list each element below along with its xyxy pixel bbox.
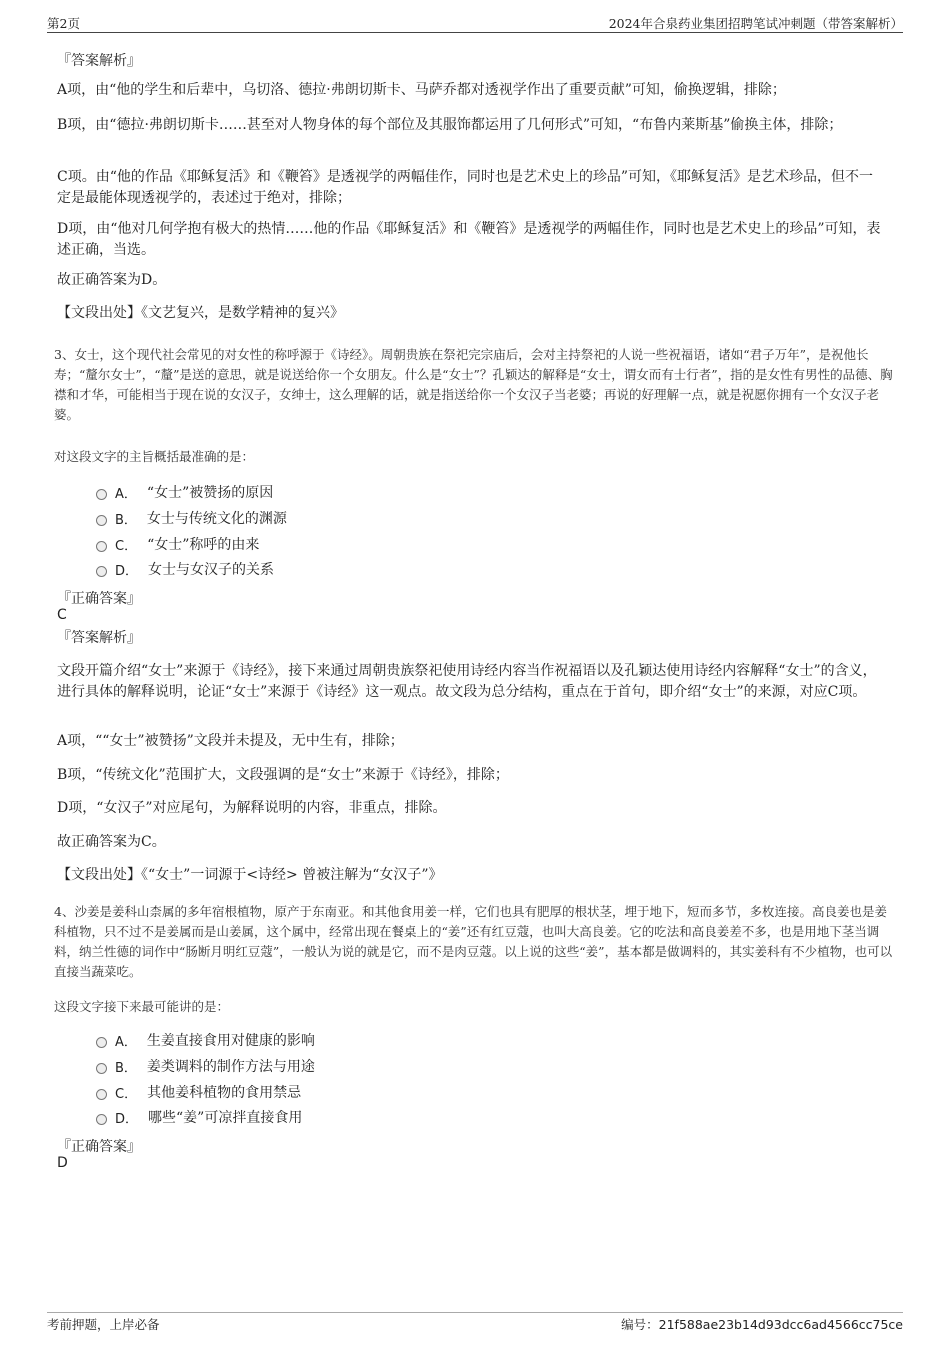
- radio-icon[interactable]: [96, 515, 107, 526]
- question-3-text: 3、女士，这个现代社会常见的对女性的称呼源于《诗经》。周朝贵族在祭祀完宗庙后，会对主持祭祀的人说一些祝福语，诸如“君子万年”，是祝他长寿；“釐尔女士”，“釐”是送的意思，就是说送给你一个女朋友。什么是“女士”？孔颖达的解释是“女士，谓女而有士行者”，指的是女性有男性的品德、胸襟和才华，可能相当于现在说的女汉子，女绅士，这么理解的话，就是指送给你一个女汉子当老婆；再说的好理解一点，就是祝愿你拥有一个女汉子老婆。: [54, 347, 893, 422]
- q3-analysis-a: A项，““女士”被赞扬”文段并未提及，无中生有，排除；: [57, 733, 404, 749]
- q3-analysis-main: 文段开篇介绍“女士”来源于《诗经》，接下来通过周朝贵族祭祀使用诗经内容当作祝福语以及孔颖达使用诗经内容解释“女士”的含义，进行具体的解释说明，论证“女士”来源于《诗经》这一观点。故文段为总分结构，重点在于首句，即介绍“女士”的来源，对应C项。: [57, 663, 877, 700]
- source-tag: 【文段出处】: [57, 305, 141, 321]
- radio-icon[interactable]: [96, 489, 107, 500]
- radio-icon[interactable]: [96, 566, 107, 577]
- q4-option-b[interactable]: B． 姜类调料的制作方法与用途: [96, 1056, 315, 1076]
- serial-number: 编号：21f588ae23b14d93dcc6ad4566cc75ce: [621, 1317, 903, 1332]
- q4-option-a[interactable]: A． 生姜直接食用对健康的影响: [96, 1030, 315, 1050]
- radio-icon[interactable]: [96, 541, 107, 552]
- page-footer: [47, 1312, 903, 1332]
- source-line: [57, 303, 344, 324]
- q3-option-a[interactable]: A． “女士”被赞扬的原因: [96, 482, 273, 502]
- page-header: [47, 14, 903, 33]
- q3-option-b[interactable]: B． 女士与传统文化的渊源: [96, 508, 287, 528]
- analysis-line-a: A项，由“他的学生和后辈中，乌切洛、德拉·弗朗切斯卡、马萨乔都对透视学作出了重要贡献”可知，偷换逻辑，排除；: [57, 82, 786, 98]
- q3-answer: C: [57, 607, 67, 623]
- radio-icon[interactable]: [96, 1089, 107, 1100]
- source-tag: 【文段出处】: [57, 867, 141, 883]
- q3-conclusion: 故正确答案为C。: [57, 834, 166, 850]
- q3-analysis-b: B项，“传统文化”范围扩大，文段强调的是“女士”来源于《诗经》，排除；: [57, 767, 509, 783]
- source-title: 《文艺复兴，是数学精神的复兴》: [141, 305, 344, 321]
- source-title: 《“女士”一词源于<诗经> 曾被注解为“女汉子”》: [141, 867, 443, 883]
- q4-answer: D: [57, 1155, 68, 1171]
- q3-analysis-label: 『答案解析』: [57, 630, 141, 646]
- q3-analysis-d: D项，“女汉子”对应尾句，为解释说明的内容，非重点，排除。: [57, 800, 447, 816]
- question-4-prompt: 这段文字接下来最可能讲的是：: [54, 999, 230, 1014]
- page-number: 第2页: [47, 16, 80, 31]
- document-title: 2024年合泉药业集团招聘笔试冲刺题（带答案解析）: [608, 16, 903, 31]
- analysis-line-d: D项，由“他对几何学抱有极大的热情……他的作品《耶稣复活》和《鞭笞》是透视学的两幅佳作，同时也是艺术史上的珍品”可知，表述正确，当选。: [57, 221, 881, 258]
- q4-option-c[interactable]: C． 其他姜科植物的食用禁忌: [96, 1082, 301, 1102]
- q3-answer-label: 『正确答案』: [57, 591, 141, 607]
- q3-source-line: [57, 865, 443, 886]
- footer-slogan: 考前押题，上岸必备: [47, 1317, 160, 1332]
- question-3-prompt: 对这段文字的主旨概括最准确的是：: [54, 449, 255, 464]
- radio-icon[interactable]: [96, 1114, 107, 1125]
- q3-option-c[interactable]: C． “女士”称呼的由来: [96, 534, 259, 554]
- radio-icon[interactable]: [96, 1063, 107, 1074]
- q3-option-d[interactable]: D． 女士与女汉子的关系: [96, 559, 274, 579]
- analysis-label: 『答案解析』: [57, 53, 141, 69]
- question-4-text: 4、沙姜是姜科山柰属的多年宿根植物，原产于东南亚。和其他食用姜一样，它们也具有肥厚的根状茎，埋于地下，短而多节，多枚连接。高良姜也是姜科植物，只不过不是姜属而是山姜属，这个属中，经常出现在餐桌上的“姜”还有红豆蔻，也叫大高良姜。它的吃法和高良姜差不多，也是用地下茎当调料，纳兰性德的词作中“肠断月明红豆蔻”，一般认为说的就是它，而不是肉豆蔻。以上说的这些“姜”，基本都是做调料的，其实姜科有不少植物，也可以直接当蔬菜吃。: [54, 904, 893, 979]
- conclusion: 故正确答案为D。: [57, 272, 167, 288]
- q4-answer-label: 『正确答案』: [57, 1139, 141, 1155]
- q4-option-d[interactable]: D． 哪些“姜”可凉拌直接食用: [96, 1107, 302, 1127]
- analysis-line-c: C项。由“他的作品《耶稣复活》和《鞭笞》是透视学的两幅佳作，同时也是艺术史上的珍品”可知，《耶稣复活》是艺术珍品，但不一定是最能体现透视学的，表述过于绝对，排除；: [57, 169, 874, 206]
- analysis-line-b: B项，由“德拉·弗朗切斯卡……甚至对人物身体的每个部位及其服饰都运用了几何形式”可知，“布鲁内莱斯基”偷换主体，排除；: [57, 117, 843, 133]
- radio-icon[interactable]: [96, 1037, 107, 1048]
